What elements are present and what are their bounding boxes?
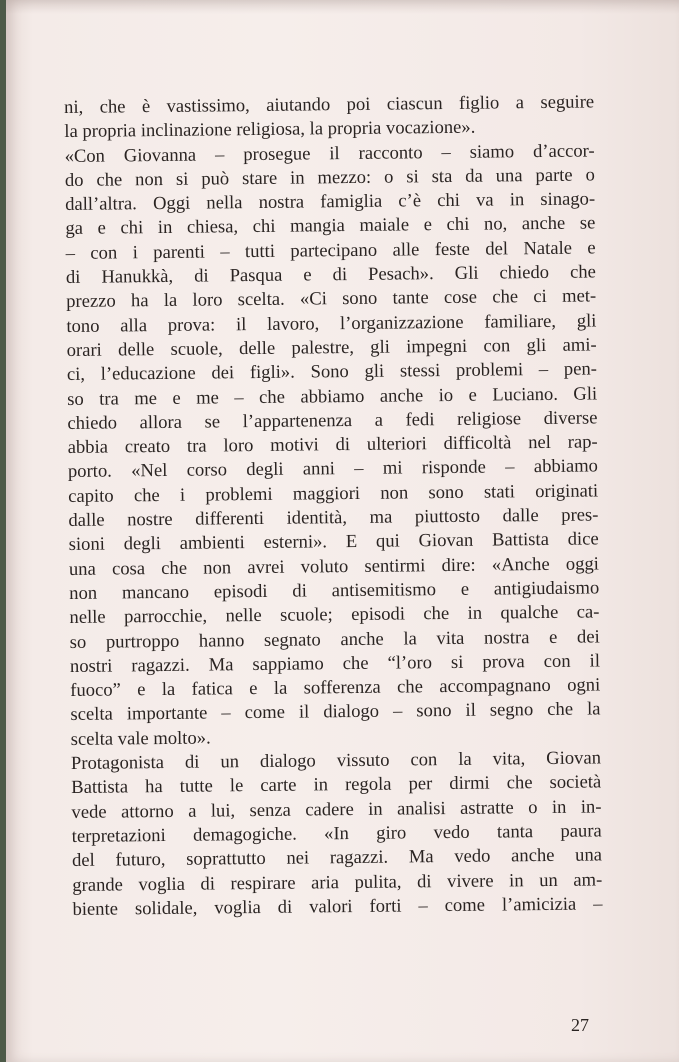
text-line: grande voglia di respirare aria pulita, di vivere in un am- <box>72 868 603 896</box>
text-line: biente solidale, voglia di valori forti – come l’amicizia – <box>72 893 603 920</box>
text-line: Battista ha tutte le carte in regola per dirmi che società <box>71 771 602 799</box>
text-line: del futuro, soprattutto nei ragazzi. Ma vedo anche una <box>71 844 603 872</box>
text-line: fuoco” e la fatica e la sofferenza che accompagnano ogni <box>70 674 601 702</box>
text-line: nelle parrocchie, nelle scuole; episodi che in qualche ca- <box>69 601 600 629</box>
text-line: vede attorno a lui, senza cadere in analisi astratte o in in- <box>71 796 602 823</box>
text-line: abbia creato tra loro motivi di ulteriori difficoltà nel rap- <box>67 431 598 459</box>
text-line: chiedo allora se l’appartenenza a fedi religiose diverse <box>67 407 598 434</box>
text-line: so tra me e me – che abbiamo anche io e Luciano. Gli <box>67 382 598 410</box>
page-number: 27 <box>571 1015 589 1035</box>
text-line: – con i parenti – tutti partecipano alle feste del Natale e <box>65 237 596 264</box>
text-line: ni, che è vastissimo, aiutando poi ciascun figlio a seguire <box>64 91 595 118</box>
text-line: tono alla prova: il lavoro, l’organizzazione familiare, gli <box>66 310 597 337</box>
text-line: dalle nostre differenti identità, ma piuttosto dalle pres- <box>68 504 599 532</box>
text-line: capito che i problemi maggiori non sono stati originati <box>68 480 599 507</box>
text-line: «Con Giovanna – prosegue il racconto – siamo d’accor- <box>64 140 595 167</box>
body-text <box>64 90 603 922</box>
book-page <box>6 0 679 1062</box>
text-line: la propria inclinazione religiosa, la propria vocazione». <box>64 116 476 143</box>
text-line: ga e chi in chiesa, chi mangia maiale e chi no, anche se <box>65 212 596 240</box>
text-line: sioni degli ambienti esterni». E qui Giovan Battista dice <box>68 528 599 556</box>
text-line: porto. «Nel corso degli anni – mi risponde – abbiamo <box>67 455 599 483</box>
text-line: Protagonista di un dialogo vissuto con la vita, Giovan <box>70 747 602 774</box>
text-line: scelta importante – come il dialogo – sono il segno che la <box>70 698 601 726</box>
text-line: terpretazioni demagogiche. «In giro vedo tanta paura <box>71 820 602 847</box>
text-line: orari delle scuole, delle palestre, gli impegni con gli ami- <box>66 334 597 361</box>
text-line: so purtroppo hanno segnato anche la vita nostra e dei <box>69 625 600 653</box>
text-line: di Hanukkà, di Pasqua e di Pesach». Gli chiedo che <box>65 261 596 289</box>
page-shadow <box>6 0 679 14</box>
text-line: non mancano episodi di antisemitismo e antigiudaismo <box>69 577 600 604</box>
text-line: dall’altra. Oggi nella nostra famiglia c’è chi va in sinago- <box>65 188 596 216</box>
text-line: scelta vale molto». <box>70 727 211 750</box>
text-line: do che non si può stare in mezzo: o si sta da una parte o <box>64 164 595 191</box>
text-line: prezzo ha la loro scelta. «Ci sono tante cose che ci met- <box>66 285 597 313</box>
text-line: ci, l’educazione dei figli». Sono gli stessi problemi – pen- <box>66 358 598 386</box>
text-line: una cosa che non avrei voluto sentirmi dire: «Anche oggi <box>68 553 600 580</box>
text-line: nostri ragazzi. Ma sappiamo che “l’oro si prova con il <box>69 650 601 677</box>
